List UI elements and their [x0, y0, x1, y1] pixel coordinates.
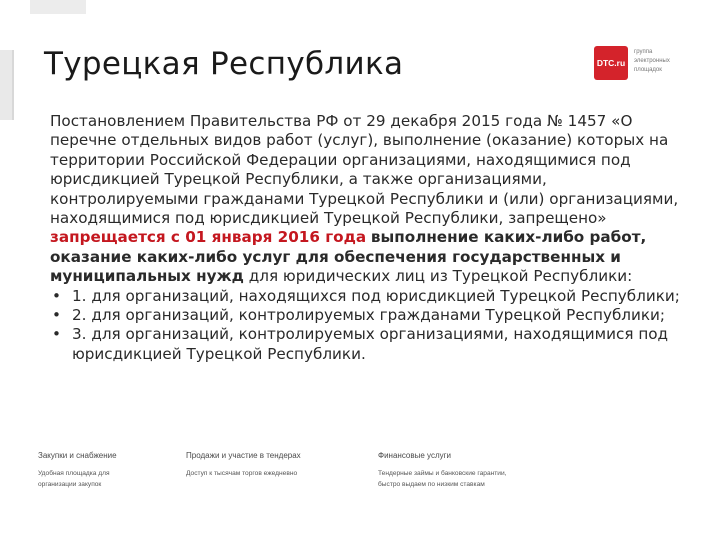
logo-caption-line: группа — [634, 49, 653, 55]
company-logo — [594, 46, 690, 80]
footer — [38, 450, 698, 520]
list-item: • 3. для организаций, контролируемых организациями, находящимися под юрисдикцией Турецкой Республики. — [50, 325, 680, 364]
footer-line: Тендерные займы и банковские гарантии, — [378, 470, 507, 477]
list-item: • 2. для организаций, контролируемых гражданами Турецкой Республики; — [50, 306, 680, 325]
footer-description — [186, 468, 366, 479]
footer-line: Удобная площадка для — [38, 470, 110, 477]
top-decor-tab — [30, 0, 86, 14]
footer-heading: Финансовые услуги — [378, 451, 452, 460]
footer-heading: Закупки и снабжение — [38, 451, 117, 460]
footer-column-procurement — [38, 450, 178, 490]
footer-column-sales — [186, 450, 366, 479]
footer-line: организации закупок — [38, 481, 102, 488]
intro-tail: для юридических лиц из Турецкой Республики: — [248, 267, 633, 286]
footer-line: Доступ к тысячам торгов ежедневно — [186, 470, 298, 477]
logo-caption — [634, 48, 690, 75]
footer-line: быстро выдаем по низким ставкам — [378, 481, 485, 488]
footer-description — [38, 468, 178, 490]
slide-title: Турецкая Республика — [44, 46, 404, 82]
logo-caption-line: площадок — [634, 67, 662, 73]
footer-description — [378, 468, 578, 490]
logo-mark: DTC.ru — [594, 46, 628, 80]
ban-scope-bold: выполнение каких-либо работ, оказание каких-либо услуг для обеспечения государственных и муниципальных нужд — [50, 228, 647, 286]
intro-text: Постановлением Правительства РФ от 29 декабря 2015 года № 1457 «О перечне отдельных видов работ (услуг), выполнение (оказание) которых на территории Российской Федерации организациями, находящимися под юрисдикцией Турецкой Республики, а также организациями, контролируемыми гражданами Турецкой Республики и (или) организациями, находящимися под юрисдикцией Турецкой Республики, запрещено» — [50, 112, 679, 228]
logo-caption-line: электронных — [634, 58, 670, 64]
intro-paragraph — [50, 112, 680, 287]
footer-heading: Продажи и участие в тендерах — [186, 451, 301, 460]
restriction-list — [50, 287, 680, 365]
footer-column-finance — [378, 450, 578, 490]
slide-body — [50, 112, 680, 364]
ban-date-highlight: запрещается с 01 января 2016 года — [50, 228, 367, 247]
left-decor-bar — [0, 50, 14, 120]
list-item: • 1. для организаций, находящихся под юрисдикцией Турецкой Республики; — [50, 287, 680, 306]
